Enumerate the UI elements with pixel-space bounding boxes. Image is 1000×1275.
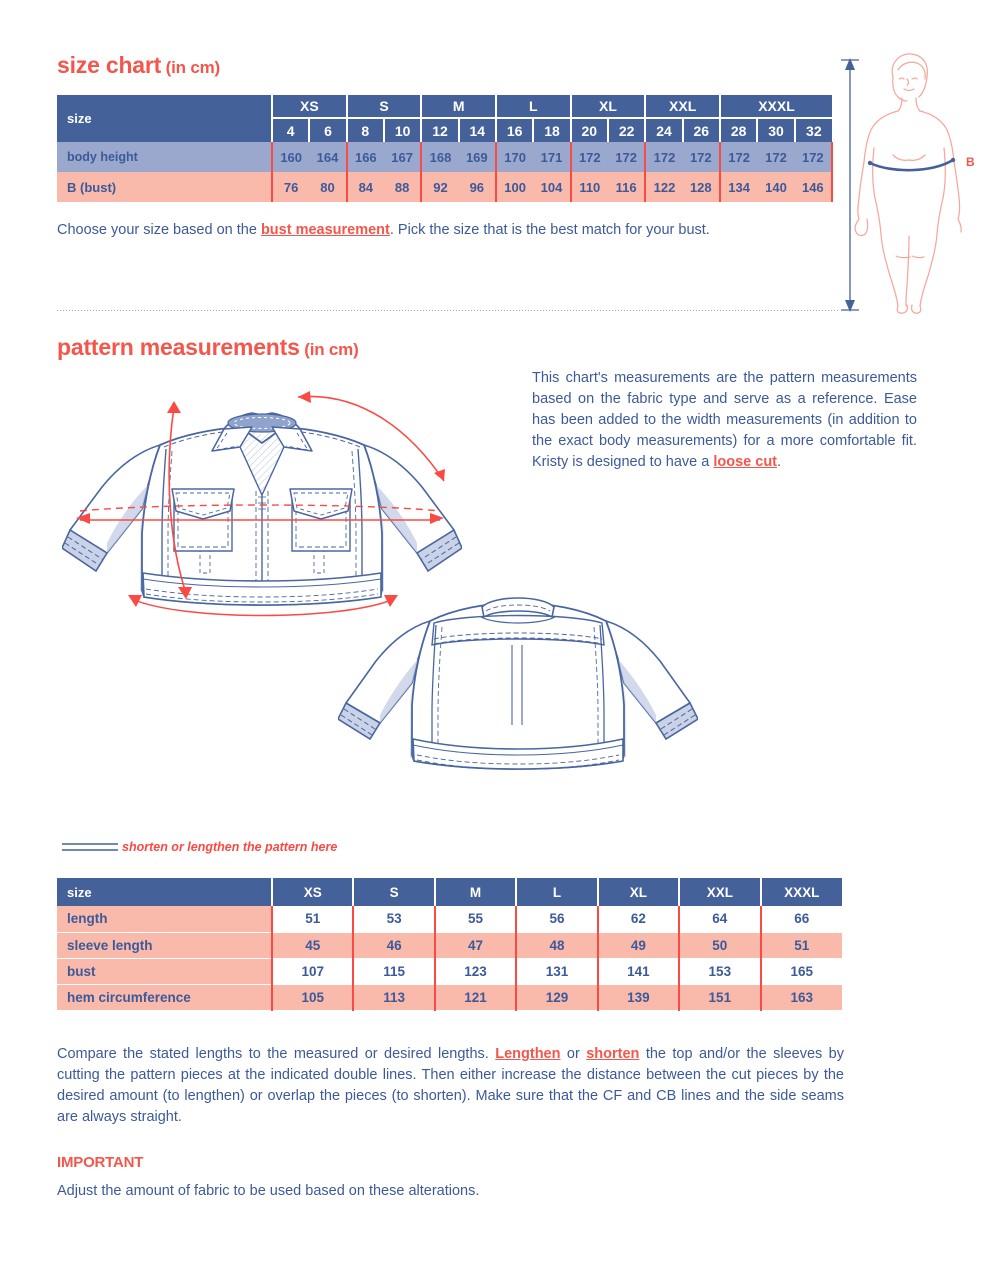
bust-measurement-link[interactable]: bust measurement xyxy=(260,222,390,238)
size-chart-cell: 171 xyxy=(533,142,570,172)
size-chart-cell: 80 xyxy=(309,172,346,202)
pattern-table-cell: 163 xyxy=(761,984,842,1010)
pattern-table-cell: 56 xyxy=(516,906,597,932)
size-chart-cell: 134 xyxy=(720,172,757,202)
pattern-table-row xyxy=(57,906,842,932)
pattern-table-cell: 139 xyxy=(598,984,679,1010)
pattern-table-cell: 115 xyxy=(353,958,434,984)
size-chart-cell: 172 xyxy=(795,142,832,172)
legend-label: shorten or lengthen the pattern here xyxy=(122,840,338,854)
pattern-table-cell: 64 xyxy=(679,906,760,932)
body-figure-illustration xyxy=(836,48,996,316)
size-number-6: 6 xyxy=(309,118,346,142)
size-chart-note-before: Choose your size based on the xyxy=(57,222,261,238)
pattern-row-label: bust xyxy=(57,958,272,984)
size-chart-table xyxy=(57,95,833,202)
pattern-table-cell: 48 xyxy=(516,932,597,958)
pattern-measurements-heading xyxy=(57,334,359,361)
size-chart-title-unit: (in cm) xyxy=(165,58,220,77)
important-body: Adjust the amount of fabric to be used based on these alterations. xyxy=(57,1183,480,1199)
size-chart-cell: 110 xyxy=(571,172,608,202)
size-number-18: 18 xyxy=(533,118,570,142)
size-group-header-l: L xyxy=(496,95,571,118)
pattern-table-cell: 165 xyxy=(761,958,842,984)
pattern-table-row xyxy=(57,958,842,984)
size-group-header-xl: XL xyxy=(571,95,646,118)
size-chart-cell: 169 xyxy=(459,142,496,172)
pattern-table-cell: 66 xyxy=(761,906,842,932)
size-chart-row-label: B (bust) xyxy=(57,172,272,202)
lengthen-link[interactable]: Lengthen xyxy=(495,1046,561,1062)
double-line-symbol xyxy=(60,838,120,856)
size-number-4: 4 xyxy=(272,118,309,142)
jacket-back-body xyxy=(338,598,698,769)
pattern-table-cell: 49 xyxy=(598,932,679,958)
alteration-text-1: Compare the stated lengths to the measured or desired lengths. xyxy=(57,1046,496,1062)
size-chart-cell: 146 xyxy=(795,172,832,202)
pattern-size-header-xxl: XXL xyxy=(679,878,760,906)
size-chart-cell: 84 xyxy=(347,172,384,202)
size-chart-corner-label: size xyxy=(57,95,272,142)
size-chart-cell: 168 xyxy=(421,142,458,172)
size-number-10: 10 xyxy=(384,118,421,142)
size-chart-cell: 166 xyxy=(347,142,384,172)
pattern-table-cell: 53 xyxy=(353,906,434,932)
size-chart-cell: 172 xyxy=(720,142,757,172)
size-number-16: 16 xyxy=(496,118,533,142)
size-chart-cell: 172 xyxy=(683,142,720,172)
pattern-table-cell: 62 xyxy=(598,906,679,932)
intro-text-before: This chart's measurements are the pattern measurements based on the fabric type and serve as a reference. Ease has been added to the width measurements (in addition to the exact body measurements) for a more comfortable fit. Kristy is designed to have a xyxy=(532,370,917,470)
pattern-table-cell: 46 xyxy=(353,932,434,958)
pattern-table-cell: 50 xyxy=(679,932,760,958)
size-number-26: 26 xyxy=(683,118,720,142)
pattern-table-corner-label: size xyxy=(57,878,272,906)
size-chart-row xyxy=(57,172,832,202)
size-group-header-s: S xyxy=(347,95,422,118)
pattern-table-cell: 107 xyxy=(272,958,353,984)
size-chart-cell: 92 xyxy=(421,172,458,202)
size-number-12: 12 xyxy=(421,118,458,142)
garment-back-view-illustration xyxy=(338,565,698,785)
pattern-table-cell: 123 xyxy=(435,958,516,984)
pattern-table-header-row xyxy=(57,878,842,906)
size-chart-title: size chart xyxy=(57,52,162,78)
pattern-row-label: sleeve length xyxy=(57,932,272,958)
pattern-table-cell: 47 xyxy=(435,932,516,958)
pattern-table-row xyxy=(57,984,842,1010)
pattern-table-cell: 129 xyxy=(516,984,597,1010)
size-chart-cell: 88 xyxy=(384,172,421,202)
size-number-14: 14 xyxy=(459,118,496,142)
size-group-header-xxxl: XXXL xyxy=(720,95,832,118)
pattern-measurements-table xyxy=(57,878,842,1011)
pattern-table-cell: 131 xyxy=(516,958,597,984)
size-chart-cell: 96 xyxy=(459,172,496,202)
pattern-table-cell: 51 xyxy=(761,932,842,958)
pattern-table-cell: 51 xyxy=(272,906,353,932)
size-chart-note-after: . Pick the size that is the best match for your bust. xyxy=(389,222,710,238)
size-chart-cell: 164 xyxy=(309,142,346,172)
important-heading: IMPORTANT xyxy=(57,1154,144,1171)
size-number-22: 22 xyxy=(608,118,645,142)
size-group-header-xxl: XXL xyxy=(645,95,720,118)
pattern-table-row xyxy=(57,932,842,958)
intro-text-after: . xyxy=(777,454,782,470)
size-chart-heading xyxy=(57,52,220,79)
pattern-measurements-title-unit: (in cm) xyxy=(304,340,359,359)
size-number-8: 8 xyxy=(347,118,384,142)
size-chart-cell: 172 xyxy=(571,142,608,172)
pattern-size-header-xs: XS xyxy=(272,878,353,906)
size-chart-cell: 172 xyxy=(645,142,682,172)
size-chart-cell: 172 xyxy=(608,142,645,172)
size-chart-cell: 170 xyxy=(496,142,533,172)
pattern-size-header-s: S xyxy=(353,878,434,906)
pattern-row-label: hem circumference xyxy=(57,984,272,1010)
size-chart-row xyxy=(57,142,832,172)
pattern-row-label: length xyxy=(57,906,272,932)
alteration-text-3: the top and/or the sleeves by cutting the pattern pieces at the indicated double lines. Then either increase the distance between the cut pieces by the desired amount (to lengthen) or overlap the pieces (to shorten). Make sure that the CF and CB lines and the side seams are always straight. xyxy=(57,1046,844,1125)
size-chart-cell: 172 xyxy=(757,142,794,172)
pattern-size-header-xl: XL xyxy=(598,878,679,906)
size-chart-row-label: body height xyxy=(57,142,272,172)
female-body-outline xyxy=(855,54,961,313)
pattern-table-cell: 45 xyxy=(272,932,353,958)
size-chart-note xyxy=(57,220,847,241)
bust-label: B xyxy=(966,155,975,169)
height-dimension-arrow xyxy=(841,58,859,312)
pattern-table-cell: 55 xyxy=(435,906,516,932)
size-chart-cell: 167 xyxy=(384,142,421,172)
pattern-size-header-xxxl: XXXL xyxy=(761,878,842,906)
pattern-table-cell: 105 xyxy=(272,984,353,1010)
size-chart-cell: 140 xyxy=(757,172,794,202)
pattern-table-cell: 141 xyxy=(598,958,679,984)
pattern-size-header-m: M xyxy=(435,878,516,906)
alteration-note xyxy=(57,1044,844,1128)
size-chart-group-header-row xyxy=(57,95,832,118)
pattern-table-cell: 113 xyxy=(353,984,434,1010)
size-chart-cell: 122 xyxy=(645,172,682,202)
size-number-20: 20 xyxy=(571,118,608,142)
size-chart-cell: 104 xyxy=(533,172,570,202)
size-number-32: 32 xyxy=(795,118,832,142)
size-group-header-xs: XS xyxy=(272,95,347,118)
pattern-table-cell: 153 xyxy=(679,958,760,984)
pattern-measurements-title: pattern measurements xyxy=(57,334,300,360)
size-chart-cell: 128 xyxy=(683,172,720,202)
shorten-link[interactable]: shorten xyxy=(586,1046,640,1062)
size-chart-cell: 76 xyxy=(272,172,309,202)
pattern-table-cell: 151 xyxy=(679,984,760,1010)
pattern-table-cell: 121 xyxy=(435,984,516,1010)
size-chart-cell: 116 xyxy=(608,172,645,202)
size-group-header-m: M xyxy=(421,95,496,118)
size-chart-cell: 160 xyxy=(272,142,309,172)
alteration-text-2: or xyxy=(560,1046,587,1062)
size-number-30: 30 xyxy=(757,118,794,142)
pattern-size-header-l: L xyxy=(516,878,597,906)
pattern-measurements-intro xyxy=(532,368,917,473)
bust-measurement-line xyxy=(868,158,955,170)
section-divider xyxy=(57,310,839,311)
size-number-28: 28 xyxy=(720,118,757,142)
size-number-24: 24 xyxy=(645,118,682,142)
size-chart-cell: 100 xyxy=(496,172,533,202)
loose-cut-link[interactable]: loose cut xyxy=(713,454,778,470)
